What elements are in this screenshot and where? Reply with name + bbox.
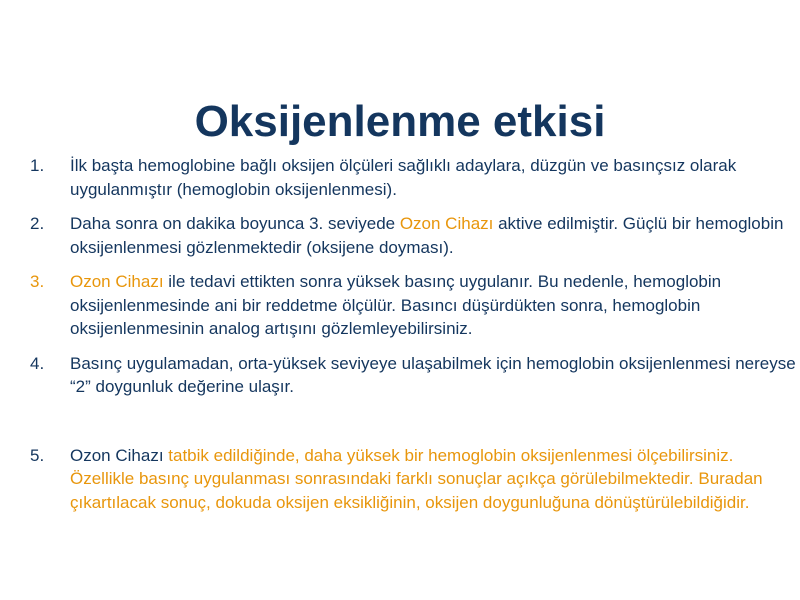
text-segment: ile tedavi ettikten sonra yüksek basınç uygulanır. Bu nedenle, hemoglobin oksijenlenmesinde ani bir reddetme ölçülür. Basıncı düşürdükten sonra, hemoglobin oksijenlenmesinin analog artışını gözlemleyebilirsiniz. [70,272,722,338]
numbered-list [30,154,800,525]
slide-title: Oksijenlenme etkisi [194,97,606,146]
item-number: 2. [30,214,45,233]
item-number: 5. [30,445,45,465]
highlight-segment: tatbik edildiğinde, daha yüksek bir hemoglobin oksijenlenmesi ölçebilirsiniz. Özellikle basınç uygulanması sonrasındaki farklı sonuçlar açıkça görülebilmektedir. Buradan çıkartılacak sonuç, dokuda oksijen eksikliğinin, oksijen doygunluğuna dönüştürülebildiğidir. [70,445,763,512]
list-item [30,352,800,399]
item-number: 1. [30,156,45,175]
list-item [30,212,800,259]
item-text [70,446,763,512]
item-text [70,156,736,199]
text-segment: Daha sonra on dakika boyunca 3. seviyede [70,214,400,233]
highlight-segment: Ozon Cihazı [70,272,164,291]
item-text [70,354,796,397]
text-segment: aktive edilmiştir. Güçlü bir hemoglobin oksijenlenmesi gözlenmektedir (oksijene doyması). [70,214,784,257]
highlight-segment: Ozon Cihazı [399,214,494,233]
list-item [30,270,800,341]
item-text [70,272,721,338]
text-segment: Ozon Cihazı [70,445,169,465]
item-number: 3. [30,272,45,291]
list-item [30,444,800,515]
item-text [70,214,783,257]
text-segment: İlk başta hemoglobine bağlı oksijen ölçüleri sağlıklı adaylara, düzgün ve basınçsız olarak uygulanmıştır (hemoglobin oksijenlenmesi). [70,156,737,199]
item-number: 4. [30,353,45,373]
list-item [30,154,800,201]
text-segment: Basınç uygulamadan, orta-yüksek seviyeye ulaşabilmek için hemoglobin oksijenlenmesi nereyse “2” doygunluk değerine ulaşır. [70,353,796,396]
